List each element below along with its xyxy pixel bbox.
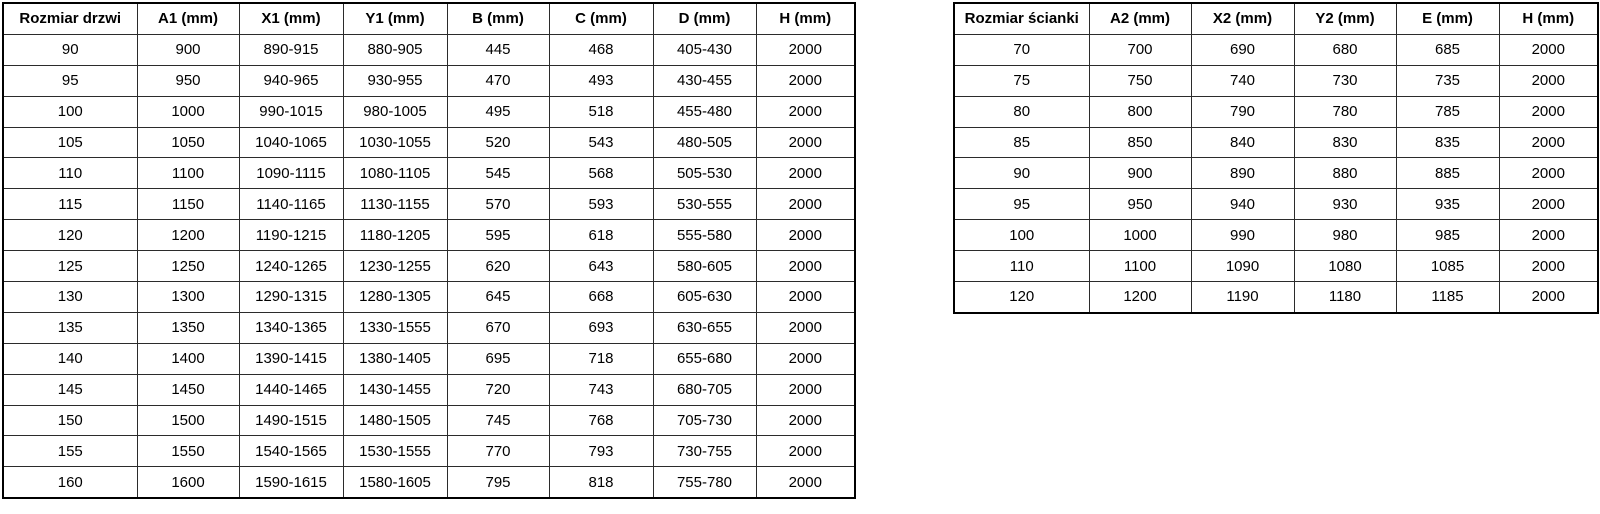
table-row	[3, 34, 855, 65]
table-cell: 743	[549, 374, 653, 405]
table-cell: 80	[954, 96, 1089, 127]
table-cell: 885	[1396, 158, 1499, 189]
table-cell: 730-755	[653, 436, 756, 467]
table-cell: 1180	[1294, 282, 1396, 313]
table-cell: 1130-1155	[343, 189, 447, 220]
table-row	[3, 127, 855, 158]
table-cell: 980-1005	[343, 96, 447, 127]
table-cell: 705-730	[653, 405, 756, 436]
table-cell: 480-505	[653, 127, 756, 158]
table-cell: 2000	[1499, 96, 1598, 127]
table-cell: 2000	[1499, 220, 1598, 251]
table-cell: 155	[3, 436, 137, 467]
table-cell: 1050	[137, 127, 239, 158]
header-row	[3, 3, 855, 34]
table-cell: 470	[447, 65, 549, 96]
table-cell: 468	[549, 34, 653, 65]
table-cell: 2000	[756, 34, 855, 65]
table-cell: 1140-1165	[239, 189, 343, 220]
table-cell: 785	[1396, 96, 1499, 127]
table-cell: 1240-1265	[239, 251, 343, 282]
table-cell: 2000	[1499, 158, 1598, 189]
column-header: A1 (mm)	[137, 3, 239, 34]
table-cell: 1190-1215	[239, 220, 343, 251]
table-cell: 1200	[1089, 282, 1191, 313]
table-cell: 2000	[756, 405, 855, 436]
table-cell: 818	[549, 467, 653, 498]
table-cell: 950	[1089, 189, 1191, 220]
table-row	[3, 65, 855, 96]
column-header: X2 (mm)	[1191, 3, 1294, 34]
table-cell: 145	[3, 374, 137, 405]
table-cell: 700	[1089, 34, 1191, 65]
table-cell: 2000	[756, 127, 855, 158]
table-cell: 135	[3, 312, 137, 343]
table-cell: 593	[549, 189, 653, 220]
table-cell: 1350	[137, 312, 239, 343]
table-cell: 405-430	[653, 34, 756, 65]
table-cell: 940	[1191, 189, 1294, 220]
table-cell: 1400	[137, 343, 239, 374]
table-cell: 1090	[1191, 251, 1294, 282]
table-cell: 780	[1294, 96, 1396, 127]
table-cell: 160	[3, 467, 137, 498]
table-cell: 2000	[1499, 282, 1598, 313]
table-cell: 95	[3, 65, 137, 96]
table-cell: 1080	[1294, 251, 1396, 282]
table-cell: 790	[1191, 96, 1294, 127]
table-cell: 1280-1305	[343, 282, 447, 313]
table-cell: 690	[1191, 34, 1294, 65]
table-cell: 655-680	[653, 343, 756, 374]
table-cell: 100	[954, 220, 1089, 251]
table-cell: 1340-1365	[239, 312, 343, 343]
table-cell: 90	[3, 34, 137, 65]
table-cell: 1030-1055	[343, 127, 447, 158]
table-cell: 2000	[1499, 189, 1598, 220]
table-cell: 620	[447, 251, 549, 282]
table-cell: 680	[1294, 34, 1396, 65]
table-cell: 1080-1105	[343, 158, 447, 189]
table-cell: 880	[1294, 158, 1396, 189]
table-row	[3, 436, 855, 467]
table-cell: 2000	[756, 436, 855, 467]
table-cell: 570	[447, 189, 549, 220]
table-row	[954, 65, 1598, 96]
table-cell: 518	[549, 96, 653, 127]
table-cell: 1390-1415	[239, 343, 343, 374]
table-cell: 520	[447, 127, 549, 158]
column-header: Y1 (mm)	[343, 3, 447, 34]
table-cell: 2000	[756, 65, 855, 96]
table-cell: 120	[954, 282, 1089, 313]
table-cell: 100	[3, 96, 137, 127]
table-cell: 140	[3, 343, 137, 374]
table-cell: 555-580	[653, 220, 756, 251]
table-cell: 750	[1089, 65, 1191, 96]
table-cell: 800	[1089, 96, 1191, 127]
column-header: Rozmiar drzwi	[3, 3, 137, 34]
table-cell: 150	[3, 405, 137, 436]
table-row	[3, 405, 855, 436]
column-header: H (mm)	[756, 3, 855, 34]
table-cell: 990-1015	[239, 96, 343, 127]
wall-sizes-table	[953, 2, 1599, 314]
column-header: D (mm)	[653, 3, 756, 34]
table-cell: 755-780	[653, 467, 756, 498]
table-cell: 1085	[1396, 251, 1499, 282]
table-row	[3, 251, 855, 282]
table-cell: 950	[137, 65, 239, 96]
table-cell: 768	[549, 405, 653, 436]
table-cell: 2000	[756, 282, 855, 313]
table-cell: 1500	[137, 405, 239, 436]
column-header: H (mm)	[1499, 3, 1598, 34]
table-row	[954, 282, 1598, 313]
table-cell: 890	[1191, 158, 1294, 189]
table-cell: 430-455	[653, 65, 756, 96]
table-row	[954, 251, 1598, 282]
table-cell: 835	[1396, 127, 1499, 158]
table-cell: 1180-1205	[343, 220, 447, 251]
table-cell: 795	[447, 467, 549, 498]
table-cell: 2000	[756, 251, 855, 282]
table-cell: 1250	[137, 251, 239, 282]
table-cell: 2000	[756, 374, 855, 405]
table-cell: 85	[954, 127, 1089, 158]
table-cell: 645	[447, 282, 549, 313]
table-cell: 1190	[1191, 282, 1294, 313]
table-cell: 730	[1294, 65, 1396, 96]
table-cell: 1530-1555	[343, 436, 447, 467]
table-cell: 2000	[1499, 127, 1598, 158]
table-cell: 1430-1455	[343, 374, 447, 405]
table-row	[954, 96, 1598, 127]
table-cell: 2000	[756, 189, 855, 220]
table-cell: 940-965	[239, 65, 343, 96]
table-row	[3, 189, 855, 220]
table-cell: 1540-1565	[239, 436, 343, 467]
table-cell: 718	[549, 343, 653, 374]
table-row	[954, 220, 1598, 251]
table-cell: 1550	[137, 436, 239, 467]
table-cell: 2000	[756, 220, 855, 251]
table-cell: 630-655	[653, 312, 756, 343]
table-cell: 850	[1089, 127, 1191, 158]
table-cell: 70	[954, 34, 1089, 65]
table-cell: 105	[3, 127, 137, 158]
door-sizes-table	[2, 2, 856, 499]
column-header: X1 (mm)	[239, 3, 343, 34]
table-cell: 1040-1065	[239, 127, 343, 158]
table-cell: 830	[1294, 127, 1396, 158]
table-row	[954, 127, 1598, 158]
table-cell: 935	[1396, 189, 1499, 220]
table-cell: 1600	[137, 467, 239, 498]
table-cell: 1230-1255	[343, 251, 447, 282]
column-header: A2 (mm)	[1089, 3, 1191, 34]
table-row	[3, 220, 855, 251]
table-cell: 90	[954, 158, 1089, 189]
table-cell: 618	[549, 220, 653, 251]
table-cell: 1440-1465	[239, 374, 343, 405]
table-cell: 1590-1615	[239, 467, 343, 498]
table-cell: 2000	[1499, 65, 1598, 96]
table-cell: 1185	[1396, 282, 1499, 313]
table-cell: 1200	[137, 220, 239, 251]
table-cell: 680-705	[653, 374, 756, 405]
table-cell: 95	[954, 189, 1089, 220]
table-cell: 1100	[137, 158, 239, 189]
table-cell: 545	[447, 158, 549, 189]
table-cell: 695	[447, 343, 549, 374]
table-cell: 125	[3, 251, 137, 282]
table-row	[3, 158, 855, 189]
table-cell: 2000	[756, 96, 855, 127]
table-cell: 1480-1505	[343, 405, 447, 436]
table-cell: 1100	[1089, 251, 1191, 282]
table-cell: 770	[447, 436, 549, 467]
table-cell: 930-955	[343, 65, 447, 96]
table-cell: 605-630	[653, 282, 756, 313]
table-row	[3, 96, 855, 127]
table-cell: 693	[549, 312, 653, 343]
table-row	[3, 343, 855, 374]
column-header: Rozmiar ścianki	[954, 3, 1089, 34]
table-cell: 2000	[756, 343, 855, 374]
column-header: Y2 (mm)	[1294, 3, 1396, 34]
table-cell: 1000	[1089, 220, 1191, 251]
table-cell: 1090-1115	[239, 158, 343, 189]
table-cell: 670	[447, 312, 549, 343]
header-row	[954, 3, 1598, 34]
table-cell: 1450	[137, 374, 239, 405]
table-cell: 2000	[1499, 34, 1598, 65]
table-cell: 990	[1191, 220, 1294, 251]
table-cell: 115	[3, 189, 137, 220]
table-cell: 1150	[137, 189, 239, 220]
table-cell: 1290-1315	[239, 282, 343, 313]
table-cell: 75	[954, 65, 1089, 96]
table-cell: 530-555	[653, 189, 756, 220]
table-cell: 840	[1191, 127, 1294, 158]
table-row	[954, 158, 1598, 189]
table-cell: 543	[549, 127, 653, 158]
column-header: C (mm)	[549, 3, 653, 34]
table-cell: 2000	[1499, 251, 1598, 282]
table-cell: 120	[3, 220, 137, 251]
table-cell: 1380-1405	[343, 343, 447, 374]
table-cell: 985	[1396, 220, 1499, 251]
table-cell: 1000	[137, 96, 239, 127]
table-cell: 1300	[137, 282, 239, 313]
table-cell: 668	[549, 282, 653, 313]
table-cell: 930	[1294, 189, 1396, 220]
table-cell: 740	[1191, 65, 1294, 96]
table-cell: 890-915	[239, 34, 343, 65]
table-cell: 980	[1294, 220, 1396, 251]
table-row	[954, 34, 1598, 65]
table-cell: 130	[3, 282, 137, 313]
column-header: B (mm)	[447, 3, 549, 34]
table-cell: 110	[3, 158, 137, 189]
table-row	[3, 282, 855, 313]
table-cell: 793	[549, 436, 653, 467]
table-cell: 900	[1089, 158, 1191, 189]
table-cell: 685	[1396, 34, 1499, 65]
table-cell: 595	[447, 220, 549, 251]
table-cell: 580-605	[653, 251, 756, 282]
table-cell: 720	[447, 374, 549, 405]
table-cell: 455-480	[653, 96, 756, 127]
table-cell: 1490-1515	[239, 405, 343, 436]
table-cell: 1580-1605	[343, 467, 447, 498]
table-cell: 643	[549, 251, 653, 282]
table-cell: 735	[1396, 65, 1499, 96]
table-cell: 495	[447, 96, 549, 127]
table-cell: 2000	[756, 467, 855, 498]
table-cell: 2000	[756, 158, 855, 189]
table-cell: 2000	[756, 312, 855, 343]
table-cell: 1330-1555	[343, 312, 447, 343]
column-header: E (mm)	[1396, 3, 1499, 34]
table-cell: 110	[954, 251, 1089, 282]
table-cell: 505-530	[653, 158, 756, 189]
table-row	[3, 467, 855, 498]
table-cell: 745	[447, 405, 549, 436]
table-row	[3, 374, 855, 405]
table-row	[3, 312, 855, 343]
table-cell: 900	[137, 34, 239, 65]
table-cell: 445	[447, 34, 549, 65]
table-cell: 493	[549, 65, 653, 96]
table-cell: 568	[549, 158, 653, 189]
table-cell: 880-905	[343, 34, 447, 65]
table-row	[954, 189, 1598, 220]
